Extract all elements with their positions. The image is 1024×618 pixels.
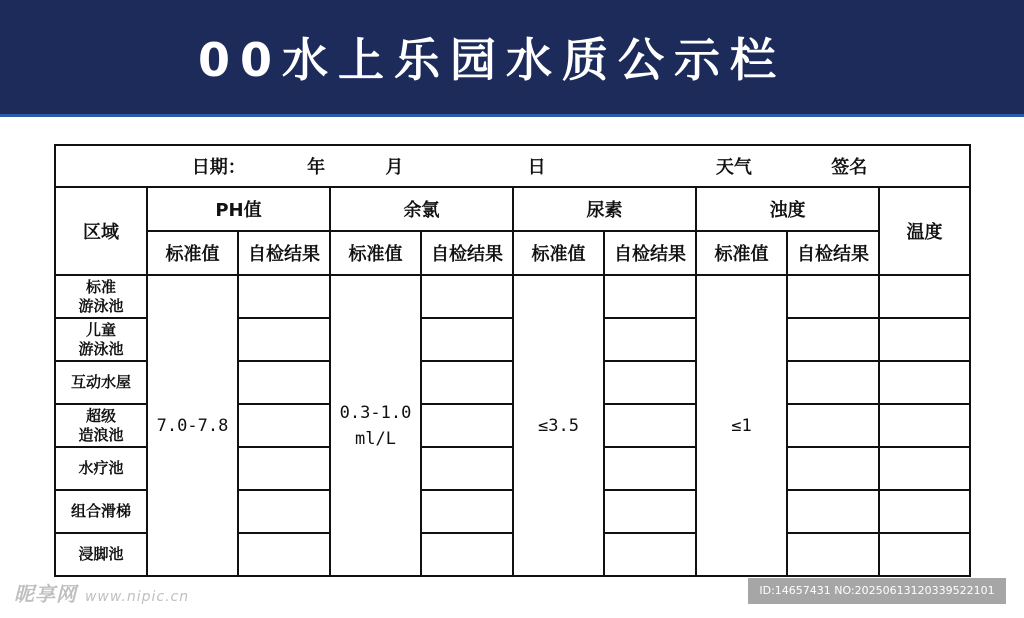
urea-header: 尿素 [513,187,696,231]
chlorine-selfcheck-cell[interactable] [421,490,513,533]
temperature-cell[interactable] [879,404,970,447]
zone-cell [55,318,147,361]
zone-cell: 水疗池 [55,447,147,490]
turbidity-selfcheck-cell[interactable] [787,533,879,576]
sign-label: 签名 [831,157,868,178]
temperature-cell[interactable] [879,318,970,361]
header-row-2 [55,231,970,275]
water-quality-table [54,144,971,577]
chlorine-standard-header: 标准值 [330,231,421,275]
turbidity-header: 浊度 [696,187,879,231]
urea-selfcheck-cell[interactable] [604,275,696,318]
year-label: 年 [307,157,326,178]
info-row [55,145,970,187]
watermark-brand: 昵享网 [14,582,77,606]
temperature-cell[interactable] [879,533,970,576]
ph-selfcheck-cell[interactable] [238,533,330,576]
zone-header: 区域 [55,187,147,275]
zone-cell [55,404,147,447]
chlorine-selfcheck-cell[interactable] [421,447,513,490]
chlorine-selfcheck-cell[interactable] [421,275,513,318]
urea-standard-value: ≤3.5 [513,275,604,576]
chlorine-selfcheck-cell[interactable] [421,361,513,404]
ph-selfcheck-header: 自检结果 [238,231,330,275]
table-row [55,275,970,318]
zone-cell [55,275,147,318]
ph-selfcheck-cell[interactable] [238,447,330,490]
zone-cell: 互动水屋 [55,361,147,404]
urea-selfcheck-cell[interactable] [604,447,696,490]
urea-standard-header: 标准值 [513,231,604,275]
urea-selfcheck-cell[interactable] [604,490,696,533]
chlorine-selfcheck-cell[interactable] [421,318,513,361]
month-label: 月 [385,157,404,178]
ph-selfcheck-cell[interactable] [238,490,330,533]
zone-name-line1: 标准 [85,277,116,296]
urea-selfcheck-cell[interactable] [604,533,696,576]
ph-standard-value: 7.0-7.8 [147,275,238,576]
zone-name-line1: 儿童 [85,320,116,339]
turbidity-selfcheck-cell[interactable] [787,318,879,361]
zone-cell: 组合滑梯 [55,490,147,533]
watermark-site: www.nipic.cn [84,589,190,605]
chlorine-header: 余氯 [330,187,513,231]
turbidity-selfcheck-cell[interactable] [787,275,879,318]
ph-standard-header: 标准值 [147,231,238,275]
chlorine-selfcheck-cell[interactable] [421,404,513,447]
weather-label: 天气 [715,157,752,178]
turbidity-selfcheck-cell[interactable] [787,361,879,404]
zone-name-line1: 超级 [85,406,116,425]
title-banner [0,0,1024,117]
urea-selfcheck-header: 自检结果 [604,231,696,275]
chlorine-selfcheck-header: 自检结果 [421,231,513,275]
watermark [14,578,189,607]
turbidity-selfcheck-cell[interactable] [787,447,879,490]
ph-header: PH值 [147,187,330,231]
urea-selfcheck-cell[interactable] [604,404,696,447]
image-id-badge: ID:14657431 NO:20250613120339522101 [748,578,1006,604]
turbidity-selfcheck-header: 自检结果 [787,231,879,275]
zone-name-line2: 造浪池 [78,425,124,444]
temperature-cell[interactable] [879,490,970,533]
turbidity-selfcheck-cell[interactable] [787,404,879,447]
temperature-cell[interactable] [879,361,970,404]
urea-selfcheck-cell[interactable] [604,318,696,361]
turbidity-selfcheck-cell[interactable] [787,490,879,533]
page-title: 00水上乐园水质公示栏 [197,33,786,87]
temperature-cell[interactable] [879,447,970,490]
temperature-cell[interactable] [879,275,970,318]
turbidity-standard-header: 标准值 [696,231,787,275]
ph-selfcheck-cell[interactable] [238,361,330,404]
ph-selfcheck-cell[interactable] [238,318,330,361]
header-row-1 [55,187,970,231]
day-label: 日 [527,157,546,178]
chlorine-selfcheck-cell[interactable] [421,533,513,576]
turbidity-standard-value: ≤1 [696,275,787,576]
date-label: 日期： [191,157,246,178]
ph-selfcheck-cell[interactable] [238,275,330,318]
ph-selfcheck-cell[interactable] [238,404,330,447]
temperature-header: 温度 [879,187,970,275]
zone-name-line2: 游泳池 [78,296,124,315]
urea-selfcheck-cell[interactable] [604,361,696,404]
chlorine-standard-value [330,275,421,576]
chlorine-range: 0.3-1.0 [339,402,412,423]
chlorine-unit: ml/L [355,428,396,449]
info-cell [55,145,970,187]
zone-cell: 浸脚池 [55,533,147,576]
zone-name-line2: 游泳池 [78,339,124,358]
